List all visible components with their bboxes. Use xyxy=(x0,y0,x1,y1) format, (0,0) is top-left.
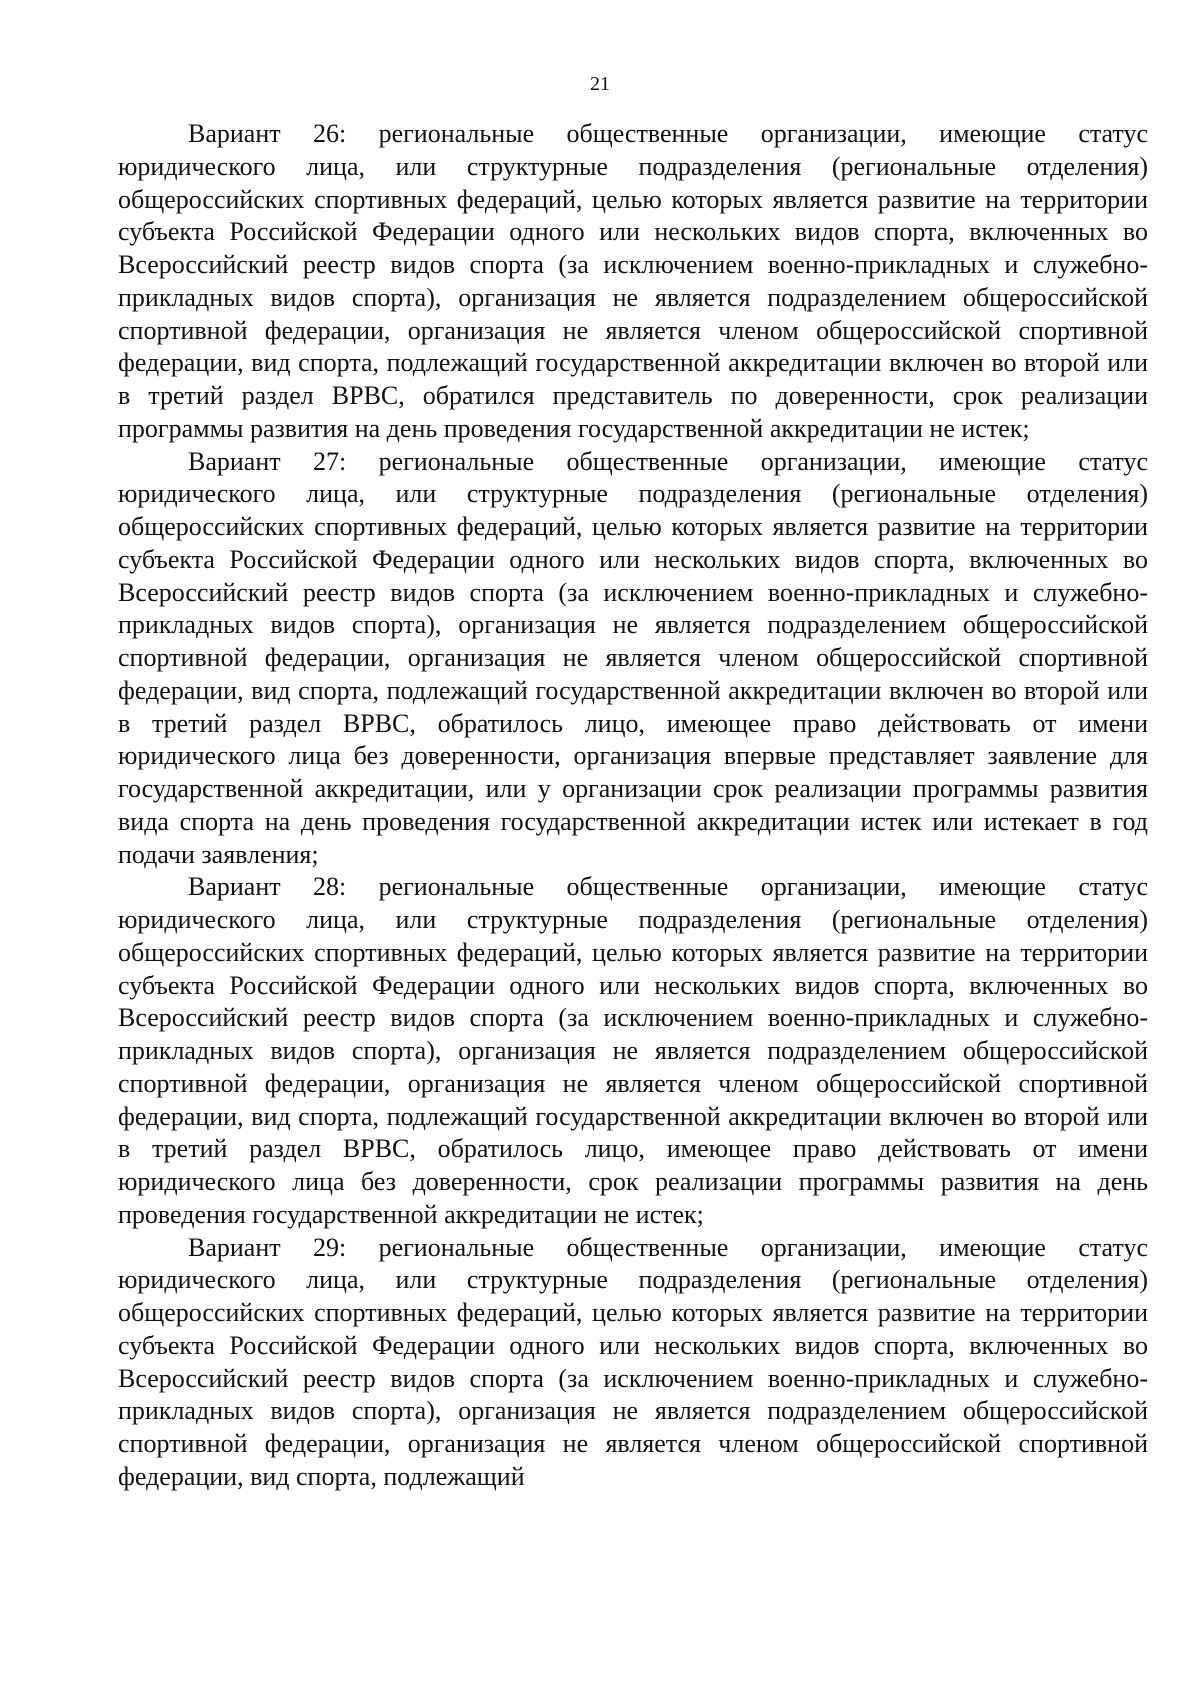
document-body xyxy=(118,118,1148,1494)
paragraph-variant-28: Вариант 28: региональные общественные организации, имеющие статус юридического лица, или структурные подразделения (региональные отделения) общероссийских спортивных федераций, целью которых является развитие на территории субъекта Российской Федерации одного или нескольких видов спорта, включенных во Всероссийский реестр видов спорта (за исключением военно-прикладных и служебно-прикладных видов спорта), организация не является подразделением общероссийской спортивной федерации, организация не является членом общероссийской спортивной федерации, вид спорта, подлежащий государственной аккредитации включен во второй или в третий раздел ВРВС, обратилось лицо, имеющее право действовать от имени юридического лица без доверенности, срок реализации программы развития на день проведения государственной аккредитации не истек; xyxy=(118,872,1148,1229)
page-number: 21 xyxy=(590,73,610,95)
paragraph-variant-27: Вариант 27: региональные общественные организации, имеющие статус юридического лица, или структурные подразделения (региональные отделения) общероссийских спортивных федераций, целью которых является развитие на территории субъекта Российской Федерации одного или нескольких видов спорта, включенных во Всероссийский реестр видов спорта (за исключением военно-прикладных и служебно-прикладных видов спорта), организация не является подразделением общероссийской спортивной федерации, организация не является членом общероссийской спортивной федерации, вид спорта, подлежащий государственной аккредитации включен во второй или в третий раздел ВРВС, обратилось лицо, имеющее право действовать от имени юридического лица без доверенности, организация впервые представляет заявление для государственной аккредитации, или у организации срок реализации программы развития вида спорта на день проведения государственной аккредитации истек или истекает в год подачи заявления; xyxy=(118,446,1148,869)
paragraph-variant-29: Вариант 29: региональные общественные организации, имеющие статус юридического лица, или структурные подразделения (региональные отделения) общероссийских спортивных федераций, целью которых является развитие на территории субъекта Российской Федерации одного или нескольких видов спорта, включенных во Всероссийский реестр видов спорта (за исключением военно-прикладных и служебно-прикладных видов спорта), организация не является подразделением общероссийской спортивной федерации, организация не является членом общероссийской спортивной федерации, вид спорта, подлежащий xyxy=(118,1232,1148,1491)
paragraph-variant-26: Вариант 26: региональные общественные организации, имеющие статус юридического лица, или структурные подразделения (региональные отделения) общероссийских спортивных федераций, целью которых является развитие на территории субъекта Российской Федерации одного или нескольких видов спорта, включенных во Всероссийский реестр видов спорта (за исключением военно-прикладных и служебно-прикладных видов спорта), организация не является подразделением общероссийской спортивной федерации, организация не является членом общероссийской спортивной федерации, вид спорта, подлежащий государственной аккредитации включен во второй или в третий раздел ВРВС, обратился представитель по доверенности, срок реализации программы развития на день проведения государственной аккредитации не истек; xyxy=(118,119,1148,443)
